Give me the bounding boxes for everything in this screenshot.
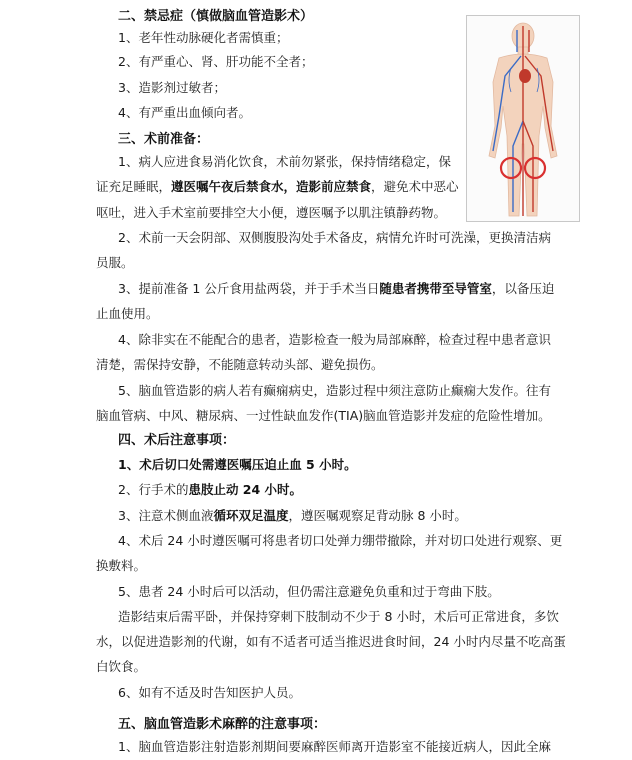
s5-line1: 1、脑血管造影注射造影剂期间要麻醉医师离开造影室不能接近病人，因此全麻	[118, 739, 551, 754]
s4-item-5: 5、患者 24 小时后可以活动，但仍需注意避免负重和过于弯曲下肢。	[118, 584, 500, 599]
s4-para-line2: 水，以促进造影剂的代谢，如有不适者可适当推迟进食时间，24 小时内尽量不吃高蛋	[96, 634, 566, 649]
s2-item-3: 3、造影剂过敏者；	[118, 80, 226, 95]
s3-p3-line2: 止血使用。	[96, 306, 159, 321]
s3-carry-salt-instruction: 随患者携带至导管室	[379, 281, 492, 296]
s4-item-6: 6、如有不适及时告知医护人员。	[118, 685, 301, 700]
s2-item-4: 4、有严重出血倾向者。	[118, 105, 251, 120]
s3-p5-line2: 脑血管病、中风、糖尿病、一过性缺血发作(TIA)脑血管造影并发症的危险性增加。	[96, 408, 551, 423]
s4-item-1: 1、术后切口处需遵医嘱压迫止血 5 小时。	[118, 457, 357, 472]
s4-item-4-line1: 4、术后 24 小时遵医嘱可将患者切口处弹力绷带撤除，并对切口处进行观察、更	[118, 533, 563, 548]
s4-item-2	[118, 476, 302, 503]
section-4-heading: 四、术后注意事项：	[118, 433, 236, 448]
s4-item-3c: ，遵医嘱观察足背动脉 8 小时。	[288, 508, 467, 523]
s3-p1-line3: 呕吐，进入手术室前要排空大小便，遵医嘱予以肌注镇静药物。	[96, 205, 447, 220]
s3-p3-line1	[118, 275, 554, 302]
s3-p5-line1: 5、脑血管造影的病人若有癫痫病史，造影过程中须注意防止癫痫大发作。往有	[118, 383, 551, 398]
s3-p1-line2c: ，避免术中恶心	[371, 179, 459, 194]
s3-p3-line1a: 3、提前准备 1 公斤食用盐两袋，并于手术当日	[118, 281, 380, 296]
s4-para-line3: 白饮食。	[96, 659, 147, 674]
s3-p1-line2	[96, 173, 459, 200]
section-3-heading: 三、术前准备：	[118, 132, 210, 147]
s3-p4-line1: 4、除非实在不能配合的患者，造影检查一般为局部麻醉，检查过程中患者意识	[118, 332, 551, 347]
s3-fasting-instruction: 遵医嘱午夜后禁食水，造影前应禁食	[171, 179, 372, 194]
s4-item-3a: 3、注意术侧血液	[118, 508, 214, 523]
section-2-heading: 二、禁忌症（慎做脑血管造影术）	[118, 9, 314, 24]
s3-p1-line2a: 证充足睡眠，	[96, 179, 172, 194]
s3-p2-line1: 2、术前一天会阴部、双侧腹股沟处手术备皮，病情允许时可洗澡，更换清洁病	[118, 230, 551, 245]
s3-p4-line2: 清楚，需保持安静，不能随意转动头部、避免损伤。	[96, 357, 384, 372]
s3-p2-line2: 员服。	[96, 255, 134, 270]
s4-para-line1: 造影结束后需平卧，并保持穿刺下肢制动不少于 8 小时，术后可正常进食，多饮	[118, 609, 559, 624]
s4-item-2a: 2、行手术的	[118, 482, 189, 497]
s4-item-3	[118, 502, 467, 529]
s3-p3-line1c: ，以备压迫	[491, 281, 555, 296]
anatomy-figure	[466, 15, 580, 222]
s4-check-foot-temperature: 循环双足温度	[213, 508, 289, 523]
s2-item-1: 1、老年性动脉硬化者需慎重；	[118, 30, 289, 45]
section-5-heading: 五、脑血管造影术麻醉的注意事项：	[118, 717, 327, 732]
s2-item-2: 2、有严重心、肾、肝功能不全者；	[118, 54, 314, 69]
s4-immobilize-limb: 患肢止动 24 小时。	[188, 482, 303, 497]
s4-item-4-line2: 换敷料。	[96, 558, 147, 573]
s3-p1-line1: 1、病人应进食易消化饮食，术前勿紧张，保持情绪稳定，保	[118, 154, 451, 169]
human-vascular-anatomy-icon	[467, 16, 579, 221]
